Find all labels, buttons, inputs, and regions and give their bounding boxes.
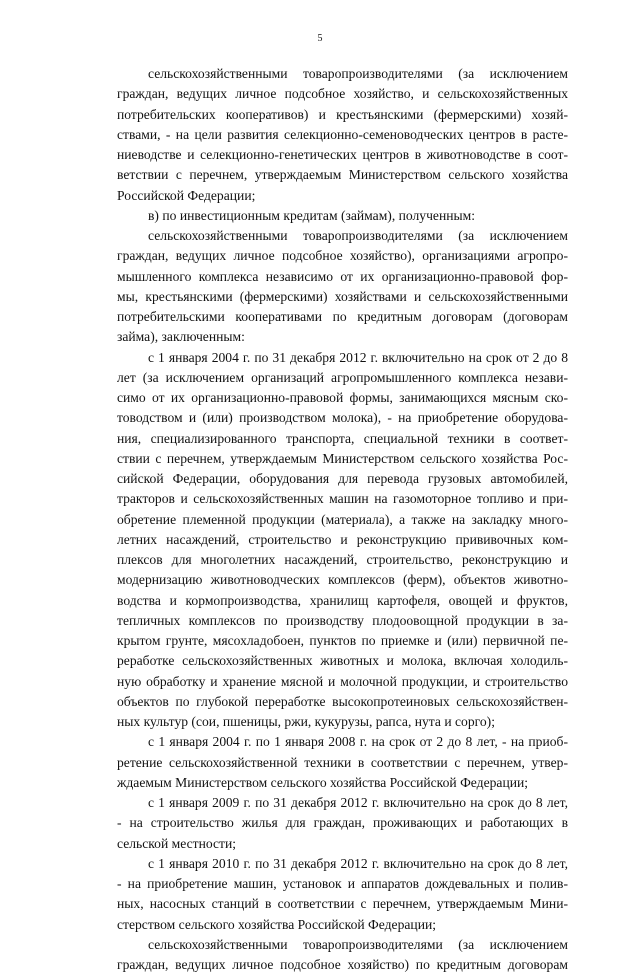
- text-line: граждан, ведущих личное подсобное хозяйство), организациями агропро-: [117, 248, 568, 264]
- text-line: лет (за исключением организаций агропромышленного комплекса незави-: [117, 369, 568, 385]
- text-line: в) по инвестиционным кредитам (займам), полученным:: [148, 207, 476, 223]
- text-line: ных, насосных станций в соответствии с перечнем, утверждаемым Мини-: [117, 896, 568, 912]
- text-line: модернизацию животноводческих комплексов (ферм), объектов животно-: [117, 572, 568, 588]
- text-line: с 1 января 2009 г. по 31 декабря 2012 г. включительно на срок до 8 лет,: [148, 795, 568, 810]
- text-line: летних насаждений, строительство и реконструкцию прививочных ком-: [117, 531, 568, 547]
- text-line: Российской Федерации;: [117, 187, 256, 203]
- text-line: симо от их организационно-правовой формы, занимающихся мясным ско-: [117, 390, 568, 405]
- text-line: ную обработку и хранение мясной и молочной продукции, и строительство: [117, 673, 568, 689]
- text-line: сийской Федерации, оборудования для перевода грузовых автомобилей,: [117, 471, 568, 486]
- text-line: ствии с перечнем, утверждаемым Министерством сельского хозяйства Рос-: [117, 450, 568, 466]
- text-line: мышленного комплекса независимо от их организационно-правовой фор-: [117, 268, 568, 284]
- text-line: граждан, ведущих личное подсобное хозяйство, и сельскохозяйственных: [117, 86, 568, 102]
- text-line: ниеводстве и селекционно-генетических центров в животноводстве в соот-: [117, 147, 568, 162]
- text-line: сельской местности;: [117, 835, 237, 851]
- text-line: с 1 января 2004 г. по 31 декабря 2012 г. включительно на срок от 2 до 8: [148, 349, 568, 365]
- text-line: с 1 января 2004 г. по 1 января 2008 г. на срок от 2 до 8 лет, - на приоб-: [148, 734, 568, 750]
- text-line: обретение племенной продукции (материала), а также на закладку много-: [117, 511, 568, 527]
- text-line: ствами, - на цели развития селекционно-семеноводческих центров в расте-: [117, 126, 568, 142]
- text-line: ния, специализированного транспорта, специальной техники в соответ-: [117, 430, 568, 446]
- text-line: ретение сельскохозяйственной техники в соответствии с перечнем, утвер-: [117, 754, 568, 770]
- text-line: плексов для многолетних насаждений, строительство, реконструкцию и: [117, 552, 568, 567]
- text-line: ждаемым Министерством сельского хозяйства Российской Федерации;: [117, 774, 529, 790]
- text-line: потребительскими кооперативами по кредитным договорам (договорам: [117, 309, 568, 324]
- text-line: ветствии с перечнем, утверждаемым Министерством сельского хозяйства: [117, 167, 568, 183]
- text-line: сельскохозяйственными товаропроизводителями (за исключением: [148, 66, 568, 81]
- text-line: сельскохозяйственными товаропроизводителями (за исключением: [148, 228, 568, 243]
- text-line: стерством сельского хозяйства Российской Федерации;: [117, 916, 437, 932]
- text-line: водства и кормопроизводства, хранилищ картофеля, овощей и фруктов,: [117, 592, 568, 608]
- text-line: ных культур (сои, пшеницы, ржи, кукурузы, рапса, нута и сорго);: [117, 714, 495, 729]
- text-line: крытом грунте, мясохладобоен, пунктов по приемке и (или) первичной пе-: [117, 633, 568, 648]
- text-line: тепличных комплексов по производству плодоовощной продукции в за-: [117, 612, 568, 628]
- text-line: потребительских кооперативов) и крестьянскими (фермерскими) хозяй-: [117, 106, 568, 122]
- text-line: объектов по глубокой переработке высокопротеиновых сельскохозяйствен-: [117, 693, 568, 709]
- text-line: мы, крестьянскими (фермерскими) хозяйствами и сельскохозяйственными: [117, 288, 568, 304]
- text-line: займа), заключенным:: [117, 329, 245, 345]
- text-line: реработке сельскохозяйственных животных и молока, включая холодиль-: [117, 653, 568, 669]
- text-line: товодством и (или) производством молока), - на приобретение оборудова-: [117, 410, 568, 426]
- text-line: тракторов и сельскохозяйственных машин на газомоторное топливо и при-: [117, 491, 568, 507]
- page-number: 5: [317, 33, 323, 44]
- text-line: - на приобретение машин, установок и аппаратов дождевальных и полив-: [117, 876, 568, 891]
- text-line: с 1 января 2010 г. по 31 декабря 2012 г. включительно на срок до 8 лет,: [148, 855, 568, 871]
- body-text: [117, 64, 568, 975]
- text-line: - на строительство жилья для граждан, проживающих и работающих в: [117, 815, 568, 831]
- text-line: сельскохозяйственными товаропроизводителями (за исключением: [148, 936, 568, 952]
- text-line: граждан, ведущих личное подсобное хозяйство) по кредитным договорам: [117, 957, 568, 972]
